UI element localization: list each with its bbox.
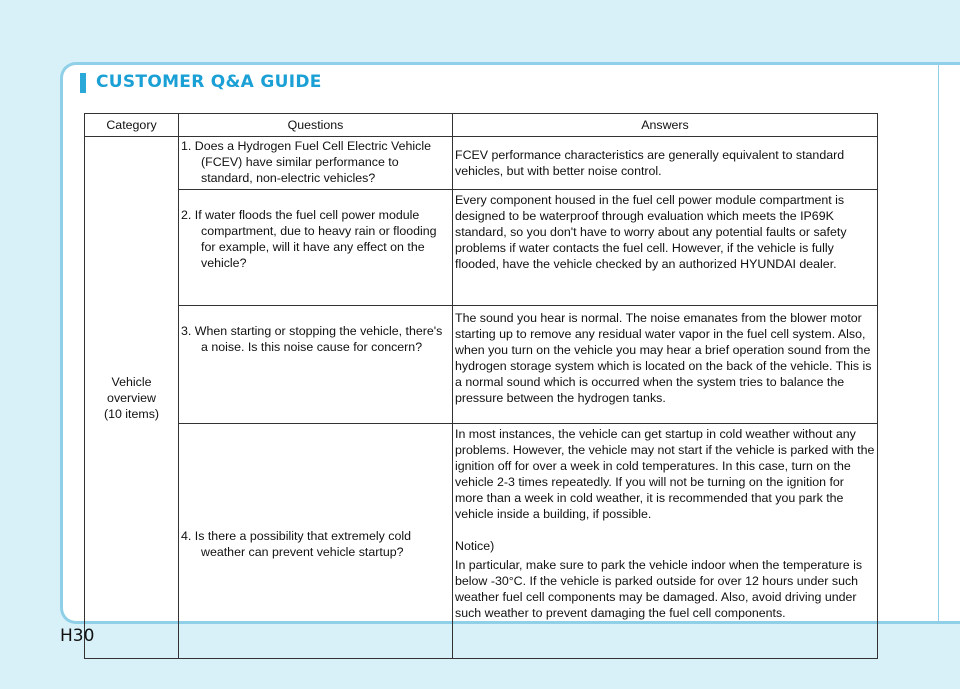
- table-row: [85, 137, 878, 190]
- table-row: [85, 190, 878, 306]
- answer-text: The sound you hear is normal. The noise emanates from the blower motor starting up to remove any residual water vapor in the fuel cell system. Also, when you turn on the vehicle you may hear a brief operation sound from the hydrogen storage system which is located on the back of the vehicle. This is a normal sound which is occurred when the system tries to balance the pressure between the hydrogen tanks.: [455, 311, 872, 405]
- answer-text: Every component housed in the fuel cell power module compartment is designed to be waterproof through evaluation which meets the IP69K standard, so you don't have to worry about any potential faults or safety problems if water contacts the fuel cell. However, if the vehicle is fully flooded, have the vehicle checked by an authorized HYUNDAI dealer.: [455, 193, 847, 271]
- answer-text: FCEV performance characteristics are generally equivalent to standard vehicles, but with better noise control.: [455, 148, 845, 178]
- answer-text: In most instances, the vehicle can get startup in cold weather without any problems. However, the vehicle may not start if the vehicle is parked with the ignition off for over a week in cold temperatures. In this case, turn on the vehicle 2-3 times repeatedly. If you will not be turning on the ignition for more than a week in cold weather, it is recommended that you park the vehicle inside a building, if possible.: [455, 427, 875, 521]
- notice-text: In particular, make sure to park the vehicle indoor when the temperature is below -30°C. If the vehicle is parked outside for over 12 hours under such weather fuel cell components may be damaged. Also, avoid driving under such weather to prevent damaging the fuel cell components.: [455, 558, 863, 620]
- page-number: H30: [60, 626, 95, 646]
- category-cell: [85, 137, 179, 659]
- notice-label: Notice): [455, 539, 495, 553]
- page-title: CUSTOMER Q&A GUIDE: [96, 72, 322, 92]
- answer-cell: [453, 306, 878, 424]
- question-text: 1. Does a Hydrogen Fuel Cell Electric Vehicle (FCEV) have similar performance to standard, non-electric vehicles?: [181, 139, 431, 185]
- answer-cell: [453, 137, 878, 190]
- table-row: [85, 306, 878, 424]
- question-cell: [179, 137, 453, 190]
- question-cell: [179, 190, 453, 306]
- answer-cell: [453, 424, 878, 659]
- column-header-category: Category: [85, 114, 179, 137]
- panel-divider: [938, 62, 939, 624]
- question-text: 4. Is there a possibility that extremely cold weather can prevent vehicle startup?: [181, 529, 412, 559]
- qa-table: [84, 113, 878, 659]
- table-row: [85, 424, 878, 659]
- question-text: 3. When starting or stopping the vehicle, there's a noise. Is this noise cause for concern?: [181, 324, 443, 354]
- category-label: Vehicle overview (10 items): [103, 374, 160, 421]
- table-header-row: [85, 114, 878, 137]
- column-header-questions: Questions: [179, 114, 453, 137]
- question-cell: [179, 306, 453, 424]
- question-cell: [179, 424, 453, 659]
- question-text: 2. If water floods the fuel cell power module compartment, due to heavy rain or flooding for example, will it have any effect on the vehicle?: [181, 208, 437, 270]
- title-accent-bar: [80, 73, 86, 93]
- answer-cell: [453, 190, 878, 306]
- column-header-answers: Answers: [453, 114, 878, 137]
